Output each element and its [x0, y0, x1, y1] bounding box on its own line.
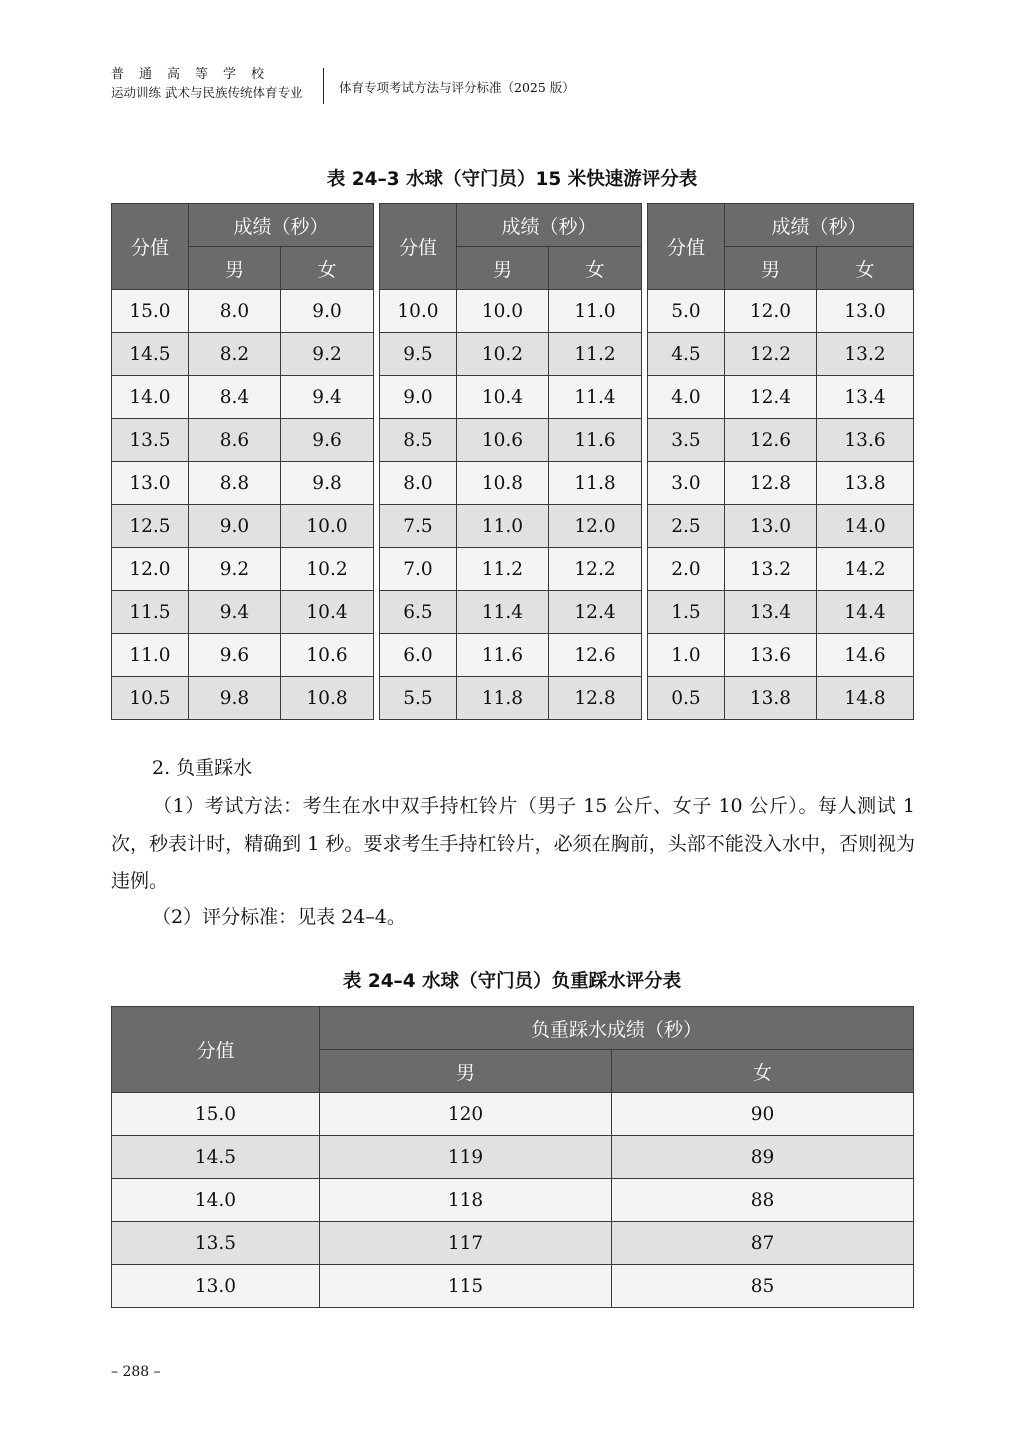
- score-cell: 14.5: [112, 333, 189, 376]
- male-time-cell: 10.8: [457, 462, 549, 505]
- table-row: [380, 505, 642, 548]
- female-time-cell: 14.4: [817, 591, 914, 634]
- col-male-header: 男: [320, 1050, 612, 1093]
- female-time-cell: 12.8: [549, 677, 642, 720]
- score-cell: 8.5: [380, 419, 457, 462]
- col-score-header: 分值: [648, 204, 725, 290]
- male-time-cell: 10.0: [457, 290, 549, 333]
- table-row: [648, 376, 914, 419]
- page-number: – 288 –: [111, 1364, 161, 1380]
- male-time-cell: 115: [320, 1265, 612, 1308]
- table-row: [648, 333, 914, 376]
- male-time-cell: 9.2: [189, 548, 281, 591]
- table-24-3-block-2: [379, 203, 642, 720]
- table-row: [648, 505, 914, 548]
- female-time-cell: 13.2: [817, 333, 914, 376]
- score-cell: 8.0: [380, 462, 457, 505]
- table-row: [112, 419, 374, 462]
- male-time-cell: 11.0: [457, 505, 549, 548]
- table-row: [380, 634, 642, 677]
- table-24-4: [111, 1006, 914, 1308]
- score-cell: 9.5: [380, 333, 457, 376]
- female-time-cell: 10.2: [281, 548, 374, 591]
- female-time-cell: 14.0: [817, 505, 914, 548]
- male-time-cell: 10.6: [457, 419, 549, 462]
- female-time-cell: 11.0: [549, 290, 642, 333]
- table-row: [112, 376, 374, 419]
- table-row: [112, 1179, 914, 1222]
- col-result-header: 负重踩水成绩（秒）: [320, 1007, 914, 1050]
- female-time-cell: 90: [612, 1093, 914, 1136]
- table-row: [112, 505, 374, 548]
- male-time-cell: 13.4: [725, 591, 817, 634]
- table-24-3-block-3: [647, 203, 914, 720]
- score-cell: 10.5: [112, 677, 189, 720]
- header-divider: [323, 68, 324, 104]
- table-row: [380, 290, 642, 333]
- table-row: [648, 290, 914, 333]
- male-time-cell: 13.8: [725, 677, 817, 720]
- table-row: [112, 677, 374, 720]
- female-time-cell: 10.0: [281, 505, 374, 548]
- male-time-cell: 8.2: [189, 333, 281, 376]
- col-female-header: 女: [549, 247, 642, 290]
- table-row: [112, 634, 374, 677]
- male-time-cell: 8.0: [189, 290, 281, 333]
- table-row: [380, 419, 642, 462]
- header-school-type: [111, 66, 311, 84]
- male-time-cell: 13.6: [725, 634, 817, 677]
- table-row: [380, 462, 642, 505]
- table-row: [648, 634, 914, 677]
- male-time-cell: 12.0: [725, 290, 817, 333]
- score-cell: 14.5: [112, 1136, 320, 1179]
- male-time-cell: 8.6: [189, 419, 281, 462]
- table-row: [648, 677, 914, 720]
- score-cell: 2.5: [648, 505, 725, 548]
- table-row: [112, 333, 374, 376]
- score-cell: 1.0: [648, 634, 725, 677]
- table-row: [380, 333, 642, 376]
- table-row: [380, 591, 642, 634]
- score-cell: 9.0: [380, 376, 457, 419]
- table-row: [112, 1265, 914, 1308]
- female-time-cell: 11.4: [549, 376, 642, 419]
- female-time-cell: 14.2: [817, 548, 914, 591]
- col-result-header: 成绩（秒）: [457, 204, 642, 247]
- table-24-4-title: 表 24–4 水球（守门员）负重踩水评分表: [342, 971, 682, 992]
- female-time-cell: 13.8: [817, 462, 914, 505]
- score-cell: 3.0: [648, 462, 725, 505]
- score-cell: 6.5: [380, 591, 457, 634]
- female-time-cell: 12.2: [549, 548, 642, 591]
- score-cell: 3.5: [648, 419, 725, 462]
- female-time-cell: 87: [612, 1222, 914, 1265]
- female-time-cell: 12.4: [549, 591, 642, 634]
- female-time-cell: 9.6: [281, 419, 374, 462]
- score-cell: 13.5: [112, 1222, 320, 1265]
- score-cell: 1.5: [648, 591, 725, 634]
- female-time-cell: 12.6: [549, 634, 642, 677]
- col-male-header: 男: [457, 247, 549, 290]
- table-row: [648, 419, 914, 462]
- male-time-cell: 13.2: [725, 548, 817, 591]
- score-cell: 0.5: [648, 677, 725, 720]
- score-cell: 6.0: [380, 634, 457, 677]
- score-cell: 15.0: [112, 1093, 320, 1136]
- col-score-header: 分值: [380, 204, 457, 290]
- female-time-cell: 10.4: [281, 591, 374, 634]
- male-time-cell: 13.0: [725, 505, 817, 548]
- header-book-title: 体育专项考试方法与评分标准（2025 版）: [339, 80, 575, 95]
- header-char: 通: [139, 67, 153, 82]
- score-cell: 14.0: [112, 1179, 320, 1222]
- male-time-cell: 11.4: [457, 591, 549, 634]
- female-time-cell: 13.6: [817, 419, 914, 462]
- male-time-cell: 10.4: [457, 376, 549, 419]
- table-row: [648, 462, 914, 505]
- header-char: 校: [251, 67, 265, 82]
- female-time-cell: 88: [612, 1179, 914, 1222]
- female-time-cell: 9.2: [281, 333, 374, 376]
- score-cell: 4.5: [648, 333, 725, 376]
- section-heading: 2. 负重踩水: [152, 757, 253, 779]
- score-cell: 7.0: [380, 548, 457, 591]
- test-method-paragraph: （1）考试方法：考生在水中双手持杠铃片（男子 15 公斤、女子 10 公斤）。每人测试 1 次，秒表计时，精确到 1 秒。要求考生手持杠铃片，必须在胸前，头部不能没入水中，否则视为违例。: [111, 795, 915, 892]
- table-row: [112, 290, 374, 333]
- male-time-cell: 120: [320, 1093, 612, 1136]
- male-time-cell: 8.8: [189, 462, 281, 505]
- female-time-cell: 9.8: [281, 462, 374, 505]
- score-cell: 12.0: [112, 548, 189, 591]
- male-time-cell: 119: [320, 1136, 612, 1179]
- col-male-header: 男: [189, 247, 281, 290]
- score-cell: 13.0: [112, 1265, 320, 1308]
- col-male-header: 男: [725, 247, 817, 290]
- scoring-standard-paragraph: （2）评分标准：见表 24–4。: [152, 906, 406, 928]
- table-row: [380, 376, 642, 419]
- table-row: [112, 591, 374, 634]
- male-time-cell: 9.8: [189, 677, 281, 720]
- male-time-cell: 11.8: [457, 677, 549, 720]
- male-time-cell: 12.2: [725, 333, 817, 376]
- table-row: [380, 548, 642, 591]
- col-female-header: 女: [612, 1050, 914, 1093]
- table-row: [648, 548, 914, 591]
- score-cell: 7.5: [380, 505, 457, 548]
- header-majors: 运动训练 武术与民族传统体育专业: [111, 85, 303, 100]
- table-row: [112, 1136, 914, 1179]
- score-cell: 10.0: [380, 290, 457, 333]
- table-row: [112, 462, 374, 505]
- male-time-cell: 11.2: [457, 548, 549, 591]
- male-time-cell: 12.6: [725, 419, 817, 462]
- score-cell: 13.0: [112, 462, 189, 505]
- table-24-3-block-1: [111, 203, 374, 720]
- col-score-header: 分值: [112, 1007, 320, 1093]
- female-time-cell: 9.4: [281, 376, 374, 419]
- female-time-cell: 14.6: [817, 634, 914, 677]
- score-cell: 14.0: [112, 376, 189, 419]
- col-result-header: 成绩（秒）: [189, 204, 374, 247]
- col-female-header: 女: [281, 247, 374, 290]
- female-time-cell: 9.0: [281, 290, 374, 333]
- female-time-cell: 12.0: [549, 505, 642, 548]
- header-char: 学: [223, 67, 237, 82]
- score-cell: 4.0: [648, 376, 725, 419]
- female-time-cell: 14.8: [817, 677, 914, 720]
- header-char: 等: [195, 67, 209, 82]
- col-score-header: 分值: [112, 204, 189, 290]
- table-24-3-title: 表 24–3 水球（守门员）15 米快速游评分表: [326, 169, 698, 190]
- score-cell: 5.0: [648, 290, 725, 333]
- score-cell: 11.0: [112, 634, 189, 677]
- male-time-cell: 9.4: [189, 591, 281, 634]
- score-cell: 15.0: [112, 290, 189, 333]
- male-time-cell: 12.8: [725, 462, 817, 505]
- male-time-cell: 9.6: [189, 634, 281, 677]
- score-cell: 11.5: [112, 591, 189, 634]
- male-time-cell: 8.4: [189, 376, 281, 419]
- score-cell: 12.5: [112, 505, 189, 548]
- table-row: [380, 677, 642, 720]
- table-row: [112, 548, 374, 591]
- female-time-cell: 11.2: [549, 333, 642, 376]
- female-time-cell: 89: [612, 1136, 914, 1179]
- score-cell: 5.5: [380, 677, 457, 720]
- female-time-cell: 11.6: [549, 419, 642, 462]
- female-time-cell: 13.0: [817, 290, 914, 333]
- male-time-cell: 9.0: [189, 505, 281, 548]
- female-time-cell: 13.4: [817, 376, 914, 419]
- col-result-header: 成绩（秒）: [725, 204, 914, 247]
- female-time-cell: 10.8: [281, 677, 374, 720]
- score-cell: 13.5: [112, 419, 189, 462]
- male-time-cell: 117: [320, 1222, 612, 1265]
- male-time-cell: 12.4: [725, 376, 817, 419]
- female-time-cell: 10.6: [281, 634, 374, 677]
- running-header-left: [111, 66, 311, 102]
- header-char: 普: [111, 67, 125, 82]
- male-time-cell: 118: [320, 1179, 612, 1222]
- table-row: [112, 1222, 914, 1265]
- header-char: 高: [167, 67, 181, 82]
- table-row: [648, 591, 914, 634]
- table-row: [112, 1093, 914, 1136]
- col-female-header: 女: [817, 247, 914, 290]
- male-time-cell: 11.6: [457, 634, 549, 677]
- male-time-cell: 10.2: [457, 333, 549, 376]
- female-time-cell: 11.8: [549, 462, 642, 505]
- score-cell: 2.0: [648, 548, 725, 591]
- female-time-cell: 85: [612, 1265, 914, 1308]
